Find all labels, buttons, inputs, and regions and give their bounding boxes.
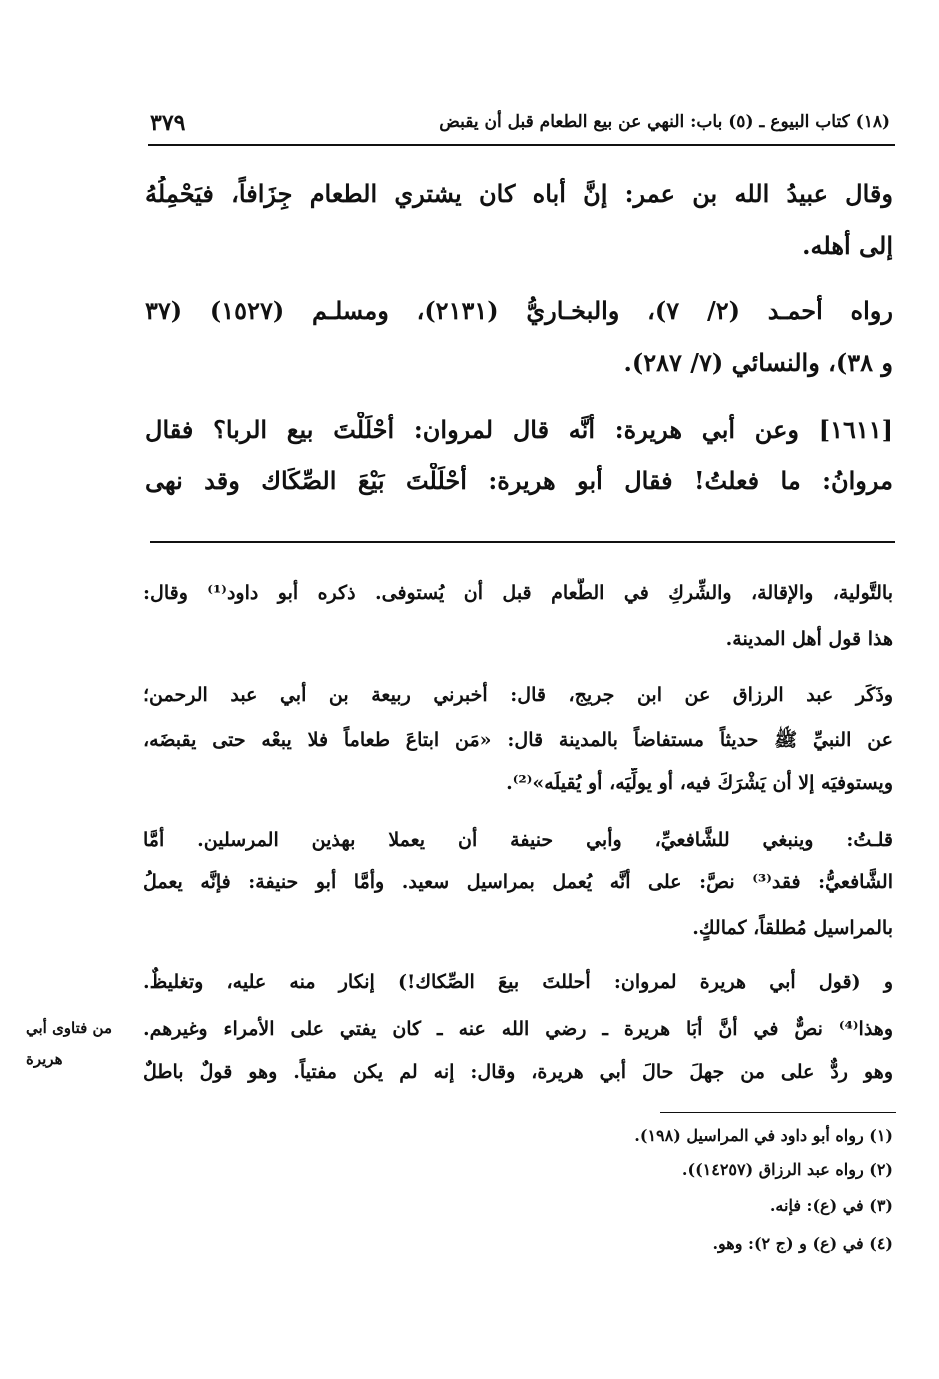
main-line: رواه أحمـد (٢/ ٧)، والبخـاريُّ (٢١٣١)، ومسلـم (١٥٢٧) (٣٧ (145, 296, 893, 325)
main-line: و ٣٨)، والنسائي (٧/ ٢٨٧). (623, 348, 893, 377)
commentary-line: بالمراسيل مُطلقاً، كمالكٍ. (692, 917, 893, 939)
hadith-line: مروانُ: ما فعلتُ! فقال أبو هريرة: أحْلَلْتَ بَيْعَ الصِّكَاك وقد نهى (145, 466, 893, 495)
commentary-line: هذا قول أهل المدينة. (725, 628, 893, 650)
header-rule (148, 144, 895, 146)
margin-note-line: من فتاوى أبي (26, 1019, 112, 1037)
hadith-line: [١٦١١] وعن أبي هريرة: أنَّه قال لمروان: أحْلَلْتَ بيع الربا؟ فقال (145, 415, 893, 444)
footnote: (٤) في (ع) و (ج ٢): وهو. (712, 1234, 893, 1253)
page-header (150, 110, 890, 144)
commentary-line: ويستوفيَه إلا أن يَشْرَكَ فيه، أو يولِّيَه، أو يُقيلَه»⁽²⁾. (506, 772, 893, 794)
footnote: (١) رواه أبو داود في المراسيل (١٩٨). (634, 1126, 893, 1145)
section-rule (150, 541, 895, 543)
margin-note-line: هريرة (26, 1050, 63, 1068)
commentary-line: عن النبيِّ ﷺ حديثاً مستفاضاً بالمدينة قال: «مَن ابتاعَ طعاماً فلا يبعْه حتى يقبضَه، (143, 729, 893, 751)
page-number: ٣٧٩ (150, 110, 186, 136)
commentary-line: و (قول أبي هريرة لمروان: أحللتَ بيعَ الصِّكاك!) إنكار منه عليه، وتغليظٌ. (143, 971, 893, 993)
running-title: (١٨) كتاب البيوع ـ (٥) باب: النهي عن بيع الطعام قبل أن يقبض (439, 112, 890, 132)
commentary-line: وهو ردٌّ على من جهلَ حالَ أبي هريرة، وقال: إنه لم يكن مفتياً. وهو قولٌ باطلٌ (143, 1061, 893, 1083)
footnote: (٣) في (ع): فإنه. (769, 1196, 893, 1215)
commentary-line: الشَّافعيُّ: فقد⁽³⁾ نصَّ: على أنَّه يُعمل بمراسيل سعيد. وأمَّا أبو حنيفة: فإنَّه يعملُ (143, 871, 893, 893)
commentary-line: وذَكَر عبد الرزاق عن ابن جريج، قال: أخبرني ربيعة بن أبي عبد الرحمن؛ (143, 684, 893, 706)
commentary-line: وهذا⁽⁴⁾ نصٌّ في أنَّ أبَا هريرة ـ رضي الله عنه ـ كان يفتي على الأمراء وغيرهم. (143, 1018, 893, 1040)
main-line: وقال عبيدُ الله بن عمر: إنَّ أباه كان يشتري الطعام جِزَافاً، فيَحْمِلُهُ (145, 179, 893, 208)
commentary-line: قلـتُ: وينبغي للشَّافعيِّ، وأبي حنيفة أن يعملا بهذين المرسلين. أمَّا (143, 829, 893, 851)
commentary-line: بالتَّولية، والإقالة، والشِّركِ في الطَّعام قبل أن يُستوفى. ذكره أبو داود⁽¹⁾ وقال: (143, 582, 893, 604)
footnote-rule (660, 1112, 896, 1113)
footnote: (٢) رواه عبد الرزاق (١٤٢٥٧)). (681, 1160, 893, 1179)
main-line: إلى أهله. (802, 231, 893, 260)
